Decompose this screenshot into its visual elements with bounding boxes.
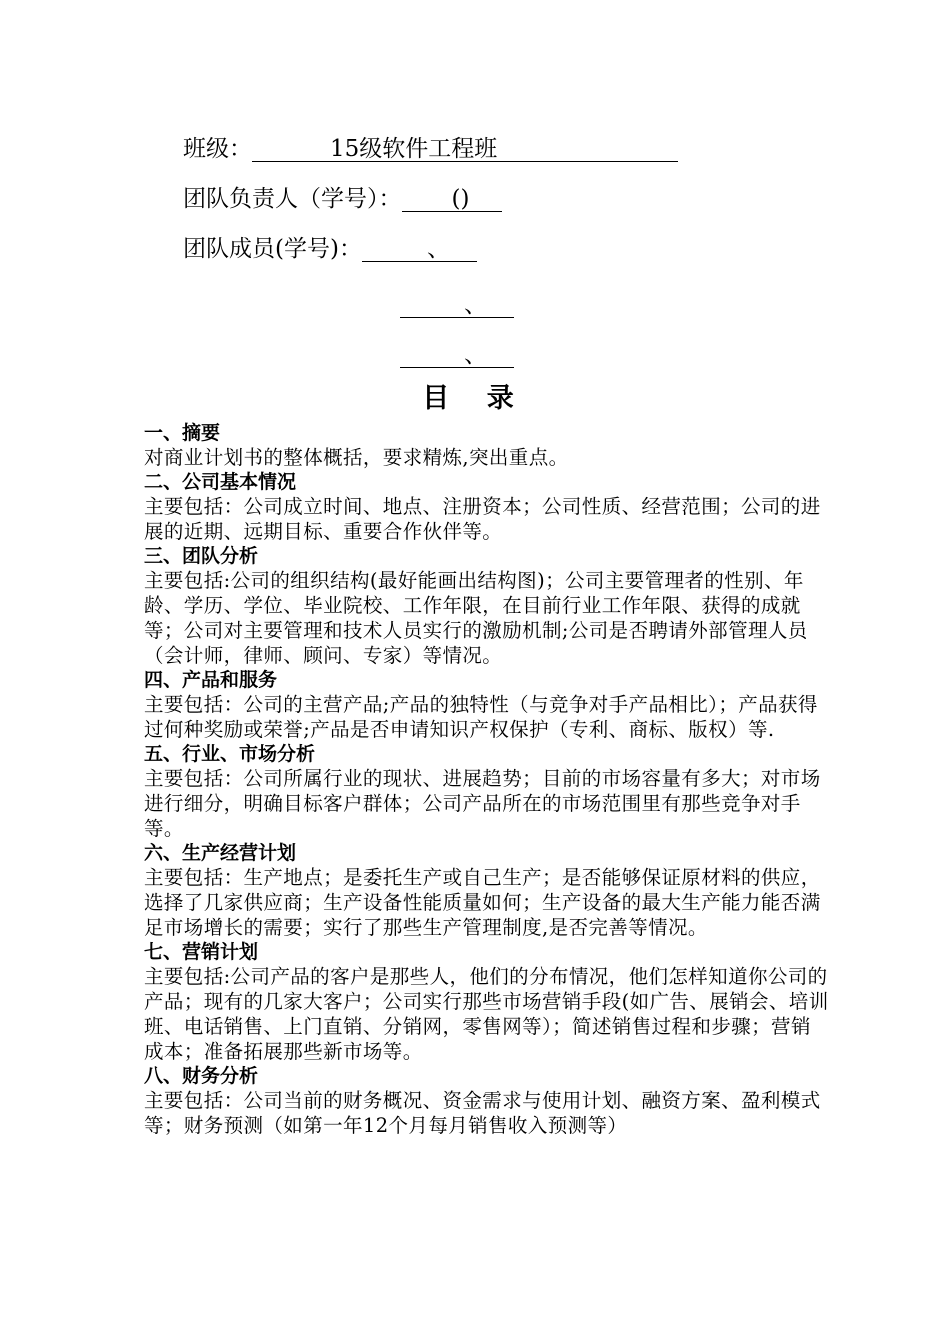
class-field [252, 137, 678, 162]
section-body: 主要包括：公司所属行业的现状、进展趋势；目前的市场容量有多大；对市场进行细分，明确目标客户群体；公司产品所在的市场范围里有那些竞争对手等。 [144, 767, 821, 840]
section-heading: 四、产品和服务 [144, 669, 278, 691]
member-row-3 [400, 340, 514, 370]
class-label: 班级： [183, 136, 252, 162]
toc-section [144, 841, 830, 940]
toc-list [144, 421, 830, 1138]
section-heading: 七、营销计划 [144, 941, 259, 963]
section-body: 主要包括:公司产品的客户是那些人，他们的分布情况，他们怎样知道你公司的产品；现有的几家大客户；公司实行那些市场营销手段(如广告、展销会、培训班、电话销售、上门直销、分销网，零售网等）；简述销售过程和步骤；营销成本；准备拓展那些新市场等。 [144, 965, 829, 1063]
section-body: 主要包括：公司当前的财务概况、资金需求与使用计划、融资方案、盈利模式等；财务预测（如第一年12个月每月销售收入预测等） [144, 1089, 821, 1137]
toc-section [144, 470, 830, 544]
toc-section [144, 742, 830, 841]
members-label: 团队成员(学号)： [183, 236, 362, 262]
section-body: 主要包括：生产地点；是委托生产或自己生产；是否能够保证原材料的供应，选择了几家供应商；生产设备性能质量如何；生产设备的最大生产能力能否满足市场增长的需要；实行了那些生产管理制度,是否完善等情况。 [144, 866, 821, 939]
class-value: 15级软件工程班 [330, 136, 498, 162]
member-separator: 、 [426, 236, 450, 262]
member-row-2 [400, 290, 514, 320]
leader-field [402, 187, 502, 212]
section-heading: 八、财务分析 [144, 1065, 259, 1087]
member-separator: 、 [464, 292, 487, 318]
section-heading: 一、摘要 [144, 422, 221, 444]
section-heading: 六、生产经营计划 [144, 842, 297, 864]
leader-label: 团队负责人（学号）： [183, 186, 402, 212]
toc-section [144, 940, 830, 1064]
member-field-2 [400, 293, 514, 318]
toc-section [144, 544, 830, 668]
leader-value: () [451, 186, 470, 212]
toc-section [144, 668, 830, 742]
class-row [183, 134, 678, 164]
toc-section [144, 421, 830, 470]
leader-row [183, 184, 502, 214]
section-body: 主要包括：公司的主营产品;产品的独特性（与竞争对手产品相比）；产品获得过何种奖励或荣誉;产品是否申请知识产权保护（专利、商标、版权）等. [144, 693, 818, 741]
section-body: 对商业计划书的整体概括，要求精炼,突出重点。 [144, 446, 569, 469]
member-separator: 、 [464, 342, 487, 368]
member-field-3 [400, 343, 514, 368]
section-heading: 三、团队分析 [144, 545, 259, 567]
section-body: 主要包括：公司成立时间、地点、注册资本；公司性质、经营范围；公司的进展的近期、远期目标、重要合作伙伴等。 [144, 495, 821, 543]
section-heading: 五、行业、市场分析 [144, 743, 316, 765]
toc-title: 目 录 [422, 383, 528, 414]
toc-section [144, 1064, 830, 1138]
section-heading: 二、公司基本情况 [144, 471, 297, 493]
member-field-1 [362, 237, 477, 262]
section-body: 主要包括:公司的组织结构(最好能画出结构图)；公司主要管理者的性别、年龄、学历、学位、毕业院校、工作年限，在目前行业工作年限、获得的成就等；公司对主要管理和技术人员实行的激励机制;公司是否聘请外部管理人员（会计师，律师、顾问、专家）等情况。 [144, 569, 808, 667]
members-row [183, 234, 477, 264]
